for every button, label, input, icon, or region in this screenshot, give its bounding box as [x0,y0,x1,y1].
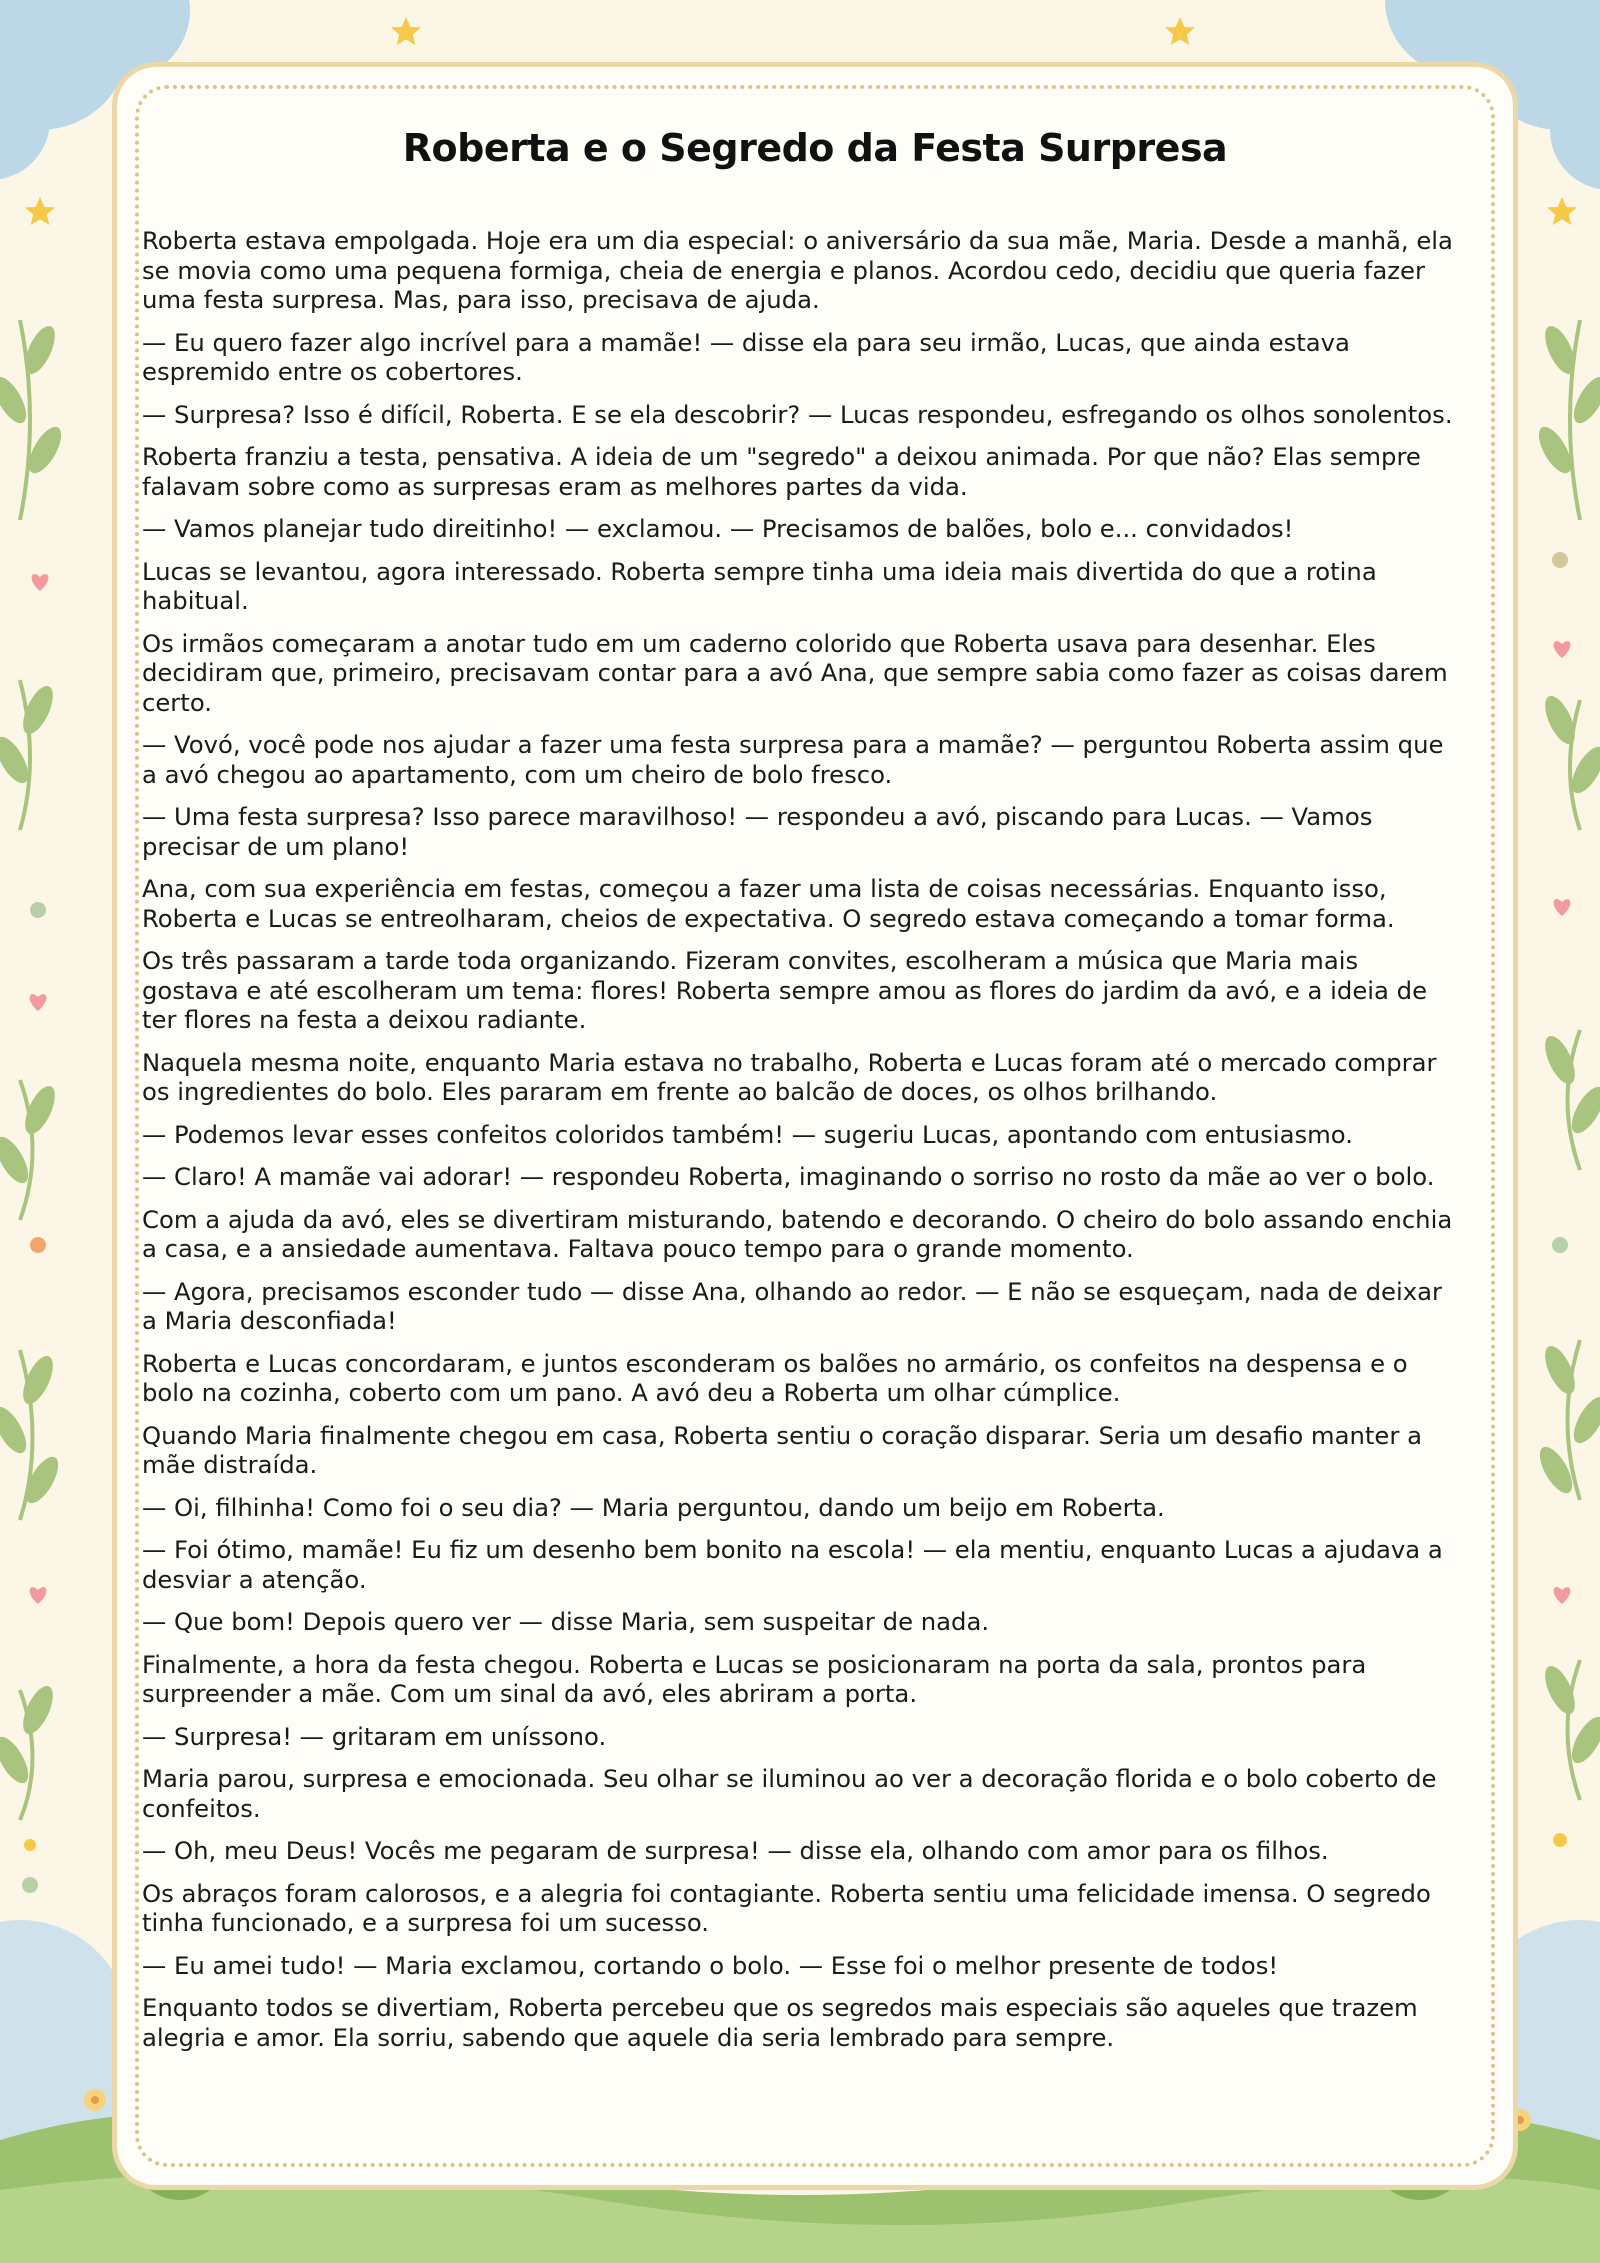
story-body [142,226,1458,2065]
story-paragraph: Naquela mesma noite, enquanto Maria estava no trabalho, Roberta e Lucas foram até o mercado comprar os ingredientes do bolo. Eles pararam em frente ao balcão de doces, os olhos brilhando. [142,1047,1437,1106]
story-paragraph: — Surpresa? Isso é difícil, Roberta. E se ela descobrir? — Lucas respondeu, esfregando os olhos sonolentos. [142,399,1453,429]
story-paragraph: Roberta franziu a testa, pensativa. A ideia de um "segredo" a deixou animada. Por que não? Elas sempre falavam sobre como as surpresas eram as melhores partes da vida. [142,442,1421,501]
story-paragraph: — Eu amei tudo! — Maria exclamou, cortando o bolo. — Esse foi o melhor presente de todos! [142,1950,1279,1980]
story-paragraph: Os irmãos começaram a anotar tudo em um caderno colorido que Roberta usava para desenhar. Eles decidiram que, primeiro, precisavam contar para a avó Ana, que sempre sabia como fazer as coisas darem certo. [142,628,1448,717]
story-paragraph: — Claro! A mamãe vai adorar! — respondeu Roberta, imaginando o sorriso no rosto da mãe ao ver o bolo. [142,1162,1435,1191]
story-paragraph: — Que bom! Depois quero ver — disse Maria, sem suspeitar de nada. [142,1607,990,1636]
story-paragraph: — Surpresa! — gritaram em uníssono. [142,1721,607,1751]
story-paragraph: Maria parou, surpresa e emocionada. Seu olhar se iluminou ao ver a decoração florida e o bolo coberto de confeitos. [142,1764,1437,1823]
story-paragraph: — Agora, precisamos esconder tudo — disse Ana, olhando ao redor. — E não se esqueçam, nada de deixar a Maria desconfiada! [142,1276,1442,1335]
story-paragraph: Lucas se levantou, agora interessado. Roberta sempre tinha uma ideia mais divertida do que a rotina habitual. [142,556,1377,615]
story-paragraph: — Podemos levar esses confeitos coloridos também! — sugeriu Lucas, apontando com entusiasmo. [142,1119,1353,1149]
story-paragraph: — Uma festa surpresa? Isso parece maravilhoso! — respondeu a avó, piscando para Lucas. — Vamos precisar de um plano! [142,802,1373,861]
story-paragraph: — Foi ótimo, mamãe! Eu fiz um desenho bem bonito na escola! — ela mentiu, enquanto Lucas a ajudava a desviar a atenção. [142,1535,1443,1594]
story-paragraph: — Oi, filhinha! Como foi o seu dia? — Maria perguntou, dando um beijo em Roberta. [142,1492,1165,1522]
story-paragraph: Com a ajuda da avó, eles se divertiram misturando, batendo e decorando. O cheiro do bolo assando enchia a casa, e a ansiedade aumentava. Faltava pouco tempo para o grande momento. [142,1204,1453,1263]
story-paragraph: Enquanto todos se divertiam, Roberta percebeu que os segredos mais especiais são aqueles que trazem alegria e amor. Ela sorriu, sabendo que aquele dia seria lembrado para sempre. [142,1993,1418,2052]
story-paragraph: Os três passaram a tarde toda organizando. Fizeram convites, escolheram a música que Maria mais gostava e até escolheram um tema: flores! Roberta sempre amou as flores do jardim da avó, e a ideia de ter flores na festa a deixou radiante. [142,946,1428,1034]
story-paragraph: Roberta estava empolgada. Hoje era um dia especial: o aniversário da sua mãe, Maria. Desde a manhã, ela se movia como uma pequena formiga, cheia de energia e planos. Acordou cedo, decidiu que queria fazer uma festa surpresa. Mas, para isso, precisava de ajuda. [142,226,1453,314]
story-title: Roberta e o Segredo da Festa Surpresa [402,126,1228,170]
leaf-branch-right [1532,320,1600,1800]
story-paragraph: — Eu quero fazer algo incrível para a mamãe! — disse ela para seu irmão, Lucas, que ainda estava espremido entre os cobertores. [142,327,1350,386]
story-paragraph: Finalmente, a hora da festa chegou. Roberta e Lucas se posicionaram na porta da sala, prontos para surpreender a mãe. Com um sinal da avó, eles abriram a porta. [142,1649,1367,1708]
story-paragraph: Roberta e Lucas concordaram, e juntos esconderam os balões no armário, os confeitos na despensa e o bolo na cozinha, coberto com um pano. A avó deu a Roberta um olhar cúmplice. [142,1348,1408,1407]
story-paragraph: — Vamos planejar tudo direitinho! — exclamou. — Precisamos de balões, bolo e... convidados! [142,514,1294,543]
story-paragraph: — Oh, meu Deus! Vocês me pegaram de surpresa! — disse ela, olhando com amor para os filhos. [142,1836,1329,1865]
story-paragraph: — Vovó, você pode nos ajudar a fazer uma festa surpresa para a mamãe? — perguntou Roberta assim que a avó chegou ao apartamento, com um cheiro de bolo fresco. [142,730,1444,789]
story-paragraph: Os abraços foram calorosos, e a alegria foi contagiante. Roberta sentiu uma felicidade imensa. O segredo tinha funcionado, e a surpresa foi um sucesso. [142,1878,1431,1937]
story-paragraph: Quando Maria finalmente chegou em casa, Roberta sentiu o coração disparar. Seria um desafio manter a mãe distraída. [142,1420,1422,1479]
story-paragraph: Ana, com sua experiência em festas, começou a fazer uma lista de coisas necessárias. Enquanto isso, Roberta e Lucas se entreolharam, cheios de expectativa. O segredo estava começando a tomar forma. [142,874,1395,933]
